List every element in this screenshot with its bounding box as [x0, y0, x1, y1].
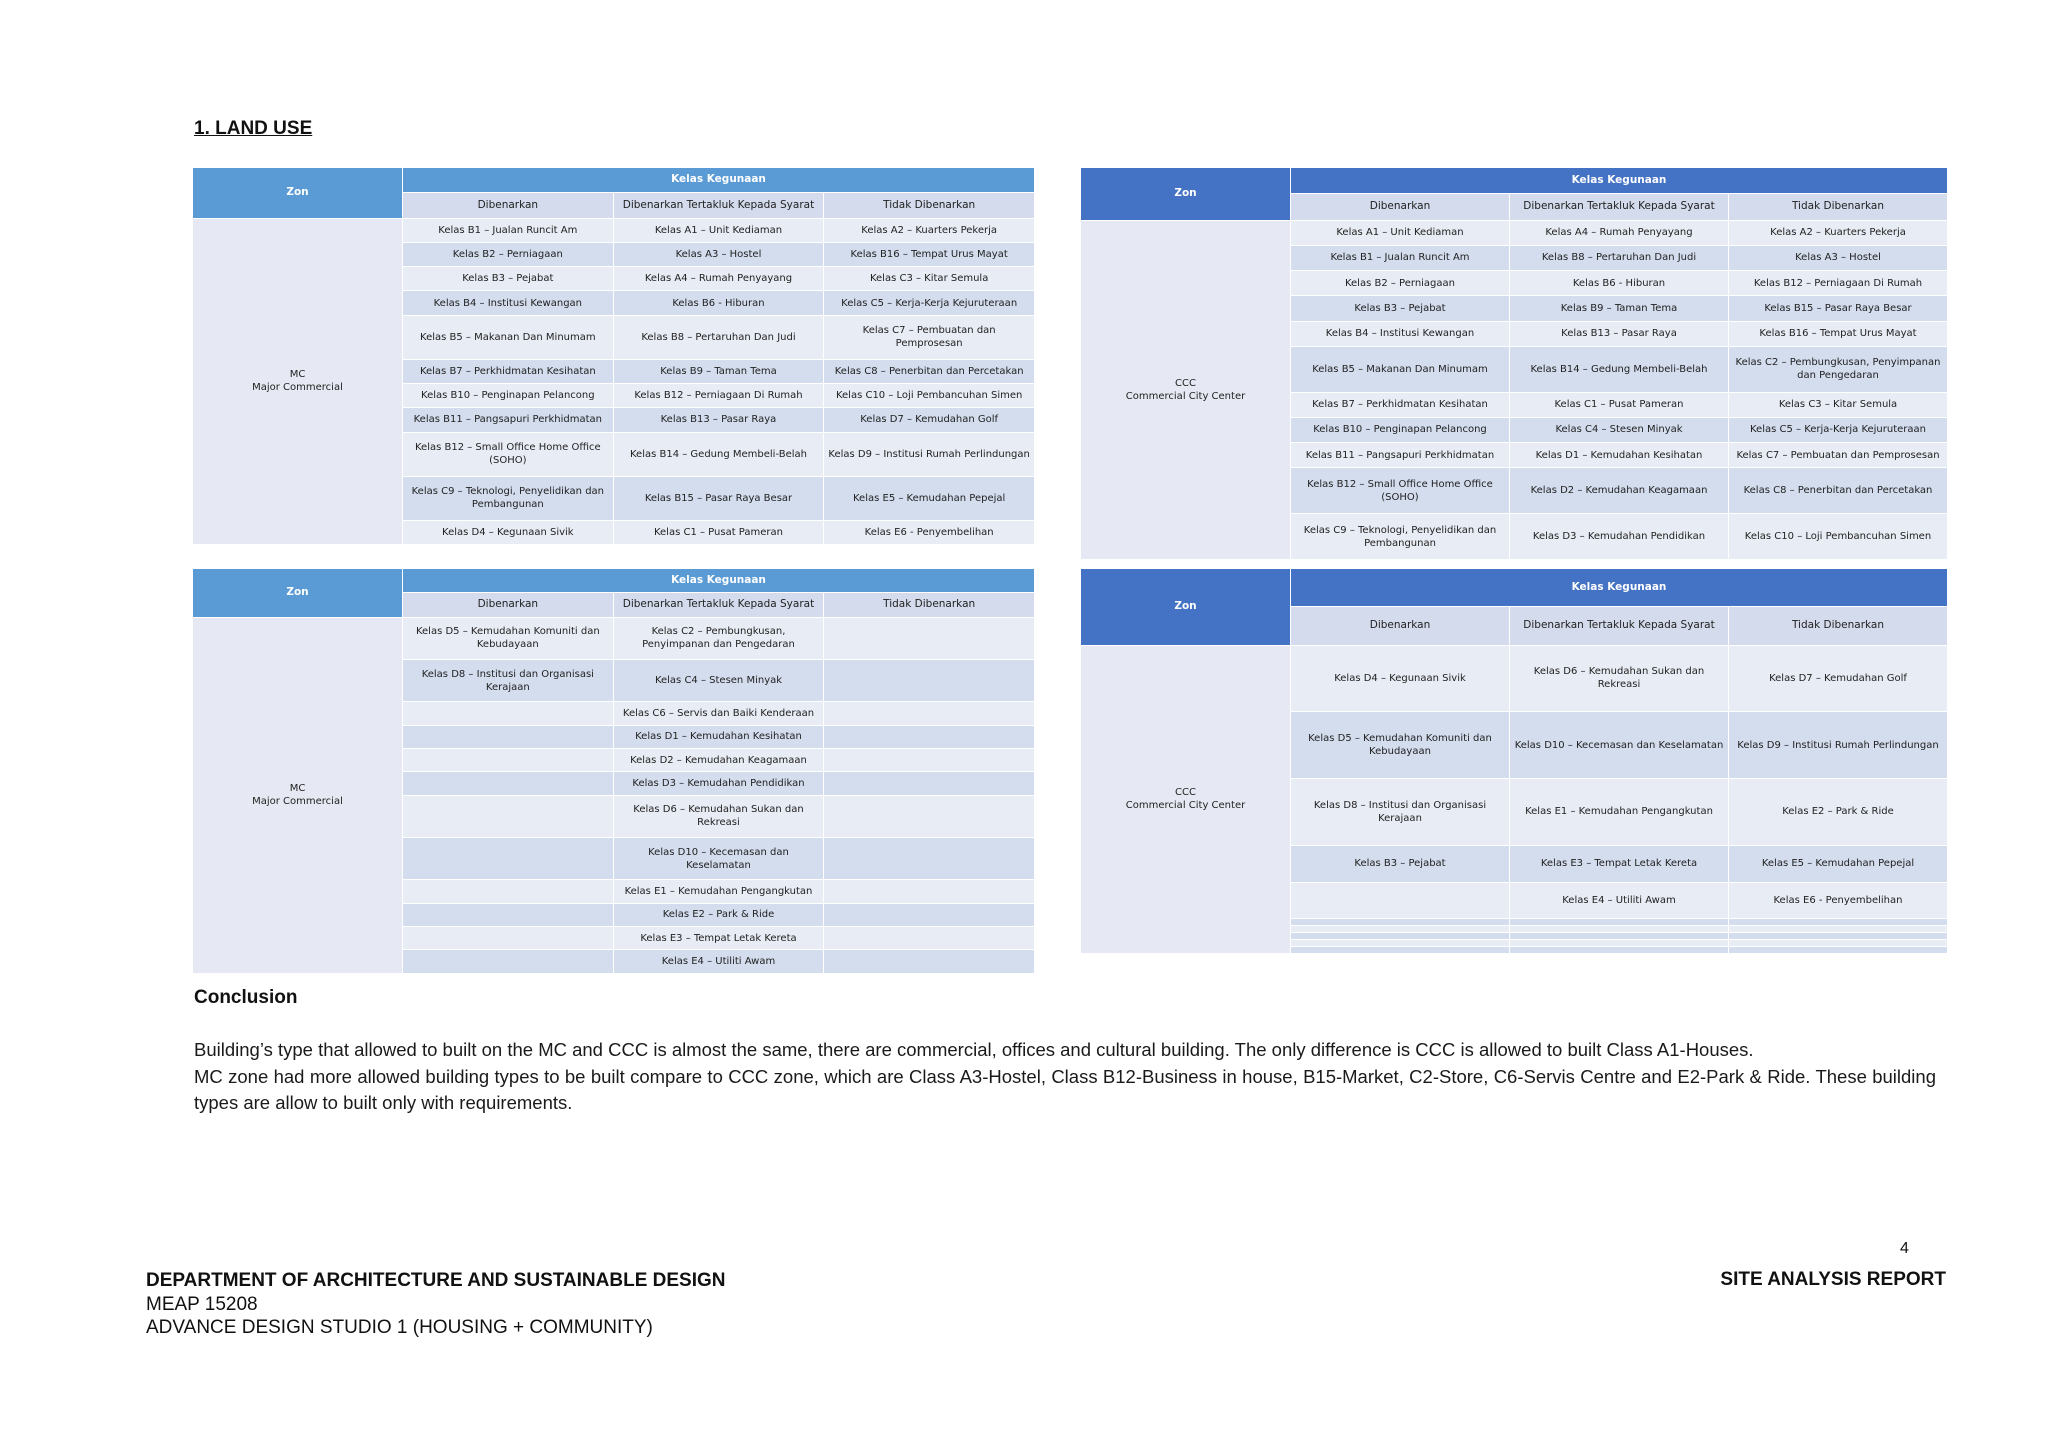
table-cell: [403, 772, 614, 795]
table-cell: [824, 702, 1035, 725]
table-cell: [403, 950, 614, 974]
bersyarat-header: Dibenarkan Tertakluk Kepada Syarat: [1510, 194, 1729, 220]
table-cell: Kelas D2 – Kemudahan Keagamaan: [613, 749, 824, 772]
table-cell: Kelas B2 – Perniagaan: [1291, 271, 1510, 296]
kelas-kegunaan-header: Kelas Kegunaan: [403, 168, 1035, 193]
conclusion-paragraph-2: MC zone had more allowed building types to be built compare to CCC zone, which are Class A3-Hostel, Class B12-Business in house, B15-Market, C2-Store, C6-Servis Centre and E2-Park & Ride. These building types are allow to built only with requirements.: [194, 1065, 1936, 1113]
table-cell: Kelas E6 - Penyembelihan: [824, 520, 1035, 544]
page-number: 4: [1900, 1240, 1909, 1257]
table-cell: Kelas E5 – Kemudahan Pepejal: [824, 476, 1035, 520]
kelas-kegunaan-header: Kelas Kegunaan: [403, 569, 1035, 593]
tidak-dibenarkan-header: Tidak Dibenarkan: [1729, 194, 1948, 220]
zone-code: CCC: [1175, 377, 1196, 389]
table-cell: [1510, 940, 1729, 947]
tidak-dibenarkan-header: Tidak Dibenarkan: [824, 593, 1035, 617]
table-cell: [1291, 919, 1510, 926]
table-cell: Kelas E2 – Park & Ride: [1729, 779, 1948, 846]
table-cell: Kelas E5 – Kemudahan Pepejal: [1729, 845, 1948, 882]
table-cell: Kelas E4 – Utiliti Awam: [1510, 882, 1729, 919]
table-cell: Kelas B16 – Tempat Urus Mayat: [1729, 321, 1948, 346]
table-cell: [824, 838, 1035, 880]
table-cell: Kelas B7 – Perkhidmatan Kesihatan: [403, 359, 614, 383]
table-row: [193, 617, 1035, 659]
table-cell: [1291, 882, 1510, 919]
table-cell: Kelas D10 – Kecemasan dan Keselamatan: [1510, 712, 1729, 779]
table-cell: [1729, 946, 1948, 953]
table-cell: Kelas B9 – Taman Tema: [613, 359, 824, 383]
table-cell: Kelas B6 - Hiburan: [613, 291, 824, 315]
table-cell: Kelas A2 – Kuarters Pekerja: [1729, 220, 1948, 245]
table-cell: Kelas E2 – Park & Ride: [613, 903, 824, 926]
table-cell: Kelas D2 – Kemudahan Keagamaan: [1510, 468, 1729, 514]
tidak-dibenarkan-header: Tidak Dibenarkan: [824, 193, 1035, 218]
table-cell: [824, 903, 1035, 926]
section-title: 1. LAND USE: [194, 118, 313, 139]
table-cell: Kelas E1 – Kemudahan Pengangkutan: [613, 880, 824, 903]
footer-course-name: ADVANCE DESIGN STUDIO 1 (HOUSING + COMMUNITY): [146, 1317, 653, 1338]
table-row: [1081, 220, 1948, 245]
bersyarat-header: Dibenarkan Tertakluk Kepada Syarat: [613, 593, 824, 617]
zone-code: CCC: [1175, 787, 1196, 799]
table-cell: Kelas E6 - Penyembelihan: [1729, 882, 1948, 919]
table-cell: Kelas C7 – Pembuatan dan Pemprosesan: [824, 315, 1035, 359]
dibenarkan-header: Dibenarkan: [1291, 607, 1510, 645]
table-row: [1081, 645, 1948, 712]
table-cell: Kelas E1 – Kemudahan Pengangkutan: [1510, 779, 1729, 846]
dibenarkan-header: Dibenarkan: [403, 593, 614, 617]
zone-code: MC: [289, 369, 306, 381]
table-cell: [824, 950, 1035, 974]
table-cell: Kelas D6 – Kemudahan Sukan dan Rekreasi: [1510, 645, 1729, 712]
table-cell: Kelas C6 – Servis dan Baiki Kenderaan: [613, 702, 824, 725]
table-cell: [403, 702, 614, 725]
table-cell: Kelas D3 – Kemudahan Pendidikan: [613, 772, 824, 795]
zone-name: Commercial City Center: [1125, 800, 1246, 812]
footer-course-code: MEAP 15208: [146, 1293, 258, 1315]
table-cell: Kelas B12 – Perniagaan Di Rumah: [613, 383, 824, 407]
table-cell: Kelas C5 – Kerja-Kerja Kejuruteraan: [824, 291, 1035, 315]
table-cell: [403, 838, 614, 880]
zon-header: Zon: [193, 168, 403, 219]
table-cell: Kelas B10 – Penginapan Pelancong: [403, 383, 614, 407]
table-cell: [1729, 919, 1948, 926]
table-cell: [1510, 933, 1729, 940]
table-cell: Kelas C9 – Teknologi, Penyelidikan dan Pembangunan: [403, 476, 614, 520]
land-use-table-mc-1: [192, 167, 1035, 545]
table-cell: Kelas D1 – Kemudahan Kesihatan: [1510, 443, 1729, 468]
footer-department: DEPARTMENT OF ARCHITECTURE AND SUSTAINABLE DESIGN: [146, 1270, 726, 1291]
table-cell: Kelas D4 – Kegunaan Sivik: [1291, 645, 1510, 712]
zone-label: [193, 218, 403, 544]
table-row: [193, 218, 1035, 242]
table-cell: Kelas A4 – Rumah Penyayang: [1510, 220, 1729, 245]
table-cell: [1291, 940, 1510, 947]
table-cell: Kelas C8 – Penerbitan dan Percetakan: [1729, 468, 1948, 514]
table-cell: [824, 795, 1035, 837]
table-cell: [1291, 926, 1510, 933]
table-cell: Kelas D9 – Institusi Rumah Perlindungan: [1729, 712, 1948, 779]
table-cell: [824, 725, 1035, 748]
table-cell: [1510, 919, 1729, 926]
table-cell: Kelas C1 – Pusat Pameran: [613, 520, 824, 544]
table-cell: Kelas C4 – Stesen Minyak: [613, 659, 824, 701]
zone-label: [1081, 220, 1291, 559]
table-cell: Kelas B13 – Pasar Raya: [1510, 321, 1729, 346]
dibenarkan-header: Dibenarkan: [1291, 194, 1510, 220]
table-cell: [403, 880, 614, 903]
table-cell: Kelas B15 – Pasar Raya Besar: [613, 476, 824, 520]
table-cell: Kelas C8 – Penerbitan dan Percetakan: [824, 359, 1035, 383]
table-cell: Kelas B6 - Hiburan: [1510, 271, 1729, 296]
zone-code: MC: [289, 783, 306, 795]
footer-left: [146, 1269, 726, 1340]
footer-report-title: SITE ANALYSIS REPORT: [1720, 1269, 1946, 1290]
kelas-kegunaan-header: Kelas Kegunaan: [1291, 168, 1948, 194]
table-cell: Kelas D7 – Kemudahan Golf: [824, 408, 1035, 432]
table-cell: Kelas E3 – Tempat Letak Kereta: [1510, 845, 1729, 882]
land-use-table-ccc-2: [1080, 568, 1948, 954]
table-cell: Kelas D4 – Kegunaan Sivik: [403, 520, 614, 544]
table-cell: [403, 749, 614, 772]
table-cell: Kelas B11 – Pangsapuri Perkhidmatan: [1291, 443, 1510, 468]
table-cell: Kelas D8 – Institusi dan Organisasi Kerajaan: [1291, 779, 1510, 846]
table-cell: Kelas D5 – Kemudahan Komuniti dan Kebudayaan: [1291, 712, 1510, 779]
table-cell: [403, 795, 614, 837]
table-cell: Kelas A4 – Rumah Penyayang: [613, 267, 824, 291]
table-cell: Kelas B1 – Jualan Runcit Am: [403, 218, 614, 242]
table-cell: Kelas B12 – Perniagaan Di Rumah: [1729, 271, 1948, 296]
table-cell: Kelas B14 – Gedung Membeli-Belah: [1510, 346, 1729, 392]
land-use-table-mc-2: [192, 568, 1035, 974]
table-cell: Kelas C5 – Kerja-Kerja Kejuruteraan: [1729, 417, 1948, 442]
table-cell: Kelas C2 – Pembungkusan, Penyimpanan dan Pengedaran: [1729, 346, 1948, 392]
table-cell: Kelas B4 – Institusi Kewangan: [1291, 321, 1510, 346]
table-cell: [403, 903, 614, 926]
table-cell: Kelas B12 – Small Office Home Office (SOHO): [1291, 468, 1510, 514]
table-cell: Kelas B3 – Pejabat: [1291, 296, 1510, 321]
table-cell: [1729, 926, 1948, 933]
table-cell: Kelas B1 – Jualan Runcit Am: [1291, 245, 1510, 270]
zone-label: [1081, 645, 1291, 953]
zon-header: Zon: [193, 569, 403, 618]
zon-header: Zon: [1081, 569, 1291, 646]
table-cell: Kelas C7 – Pembuatan dan Pemprosesan: [1729, 443, 1948, 468]
table-cell: Kelas C1 – Pusat Pameran: [1510, 392, 1729, 417]
tidak-dibenarkan-header: Tidak Dibenarkan: [1729, 607, 1948, 645]
table-cell: Kelas B5 – Makanan Dan Minumam: [403, 315, 614, 359]
table-cell: Kelas B12 – Small Office Home Office (SOHO): [403, 432, 614, 476]
table-cell: [1729, 940, 1948, 947]
table-cell: Kelas C10 – Loji Pembancuhan Simen: [824, 383, 1035, 407]
table-cell: Kelas C4 – Stesen Minyak: [1510, 417, 1729, 442]
dibenarkan-header: Dibenarkan: [403, 193, 614, 218]
table-cell: [824, 772, 1035, 795]
table-cell: Kelas B14 – Gedung Membeli-Belah: [613, 432, 824, 476]
table-cell: Kelas B10 – Penginapan Pelancong: [1291, 417, 1510, 442]
zone-name: Commercial City Center: [1125, 390, 1246, 402]
table-cell: Kelas D9 – Institusi Rumah Perlindungan: [824, 432, 1035, 476]
table-cell: [1510, 946, 1729, 953]
table-cell: Kelas A1 – Unit Kediaman: [613, 218, 824, 242]
table-cell: Kelas C2 – Pembungkusan, Penyimpanan dan Pengedaran: [613, 617, 824, 659]
table-cell: Kelas A1 – Unit Kediaman: [1291, 220, 1510, 245]
table-cell: Kelas A2 – Kuarters Pekerja: [824, 218, 1035, 242]
table-cell: [824, 617, 1035, 659]
table-cell: Kelas B15 – Pasar Raya Besar: [1729, 296, 1948, 321]
table-cell: [1510, 926, 1729, 933]
bersyarat-header: Dibenarkan Tertakluk Kepada Syarat: [613, 193, 824, 218]
table-cell: Kelas B3 – Pejabat: [1291, 845, 1510, 882]
table-cell: Kelas B9 – Taman Tema: [1510, 296, 1729, 321]
table-cell: Kelas C10 – Loji Pembancuhan Simen: [1729, 514, 1948, 560]
zone-name: Major Commercial: [252, 796, 343, 808]
table-cell: Kelas D3 – Kemudahan Pendidikan: [1510, 514, 1729, 560]
table-cell: Kelas D1 – Kemudahan Kesihatan: [613, 725, 824, 748]
zone-name: Major Commercial: [252, 382, 343, 394]
table-cell: Kelas D5 – Kemudahan Komuniti dan Kebudayaan: [403, 617, 614, 659]
table-cell: Kelas B8 – Pertaruhan Dan Judi: [613, 315, 824, 359]
zon-header: Zon: [1081, 168, 1291, 221]
table-cell: Kelas B13 – Pasar Raya: [613, 408, 824, 432]
table-cell: Kelas D10 – Kecemasan dan Keselamatan: [613, 838, 824, 880]
table-cell: Kelas B4 – Institusi Kewangan: [403, 291, 614, 315]
table-cell: Kelas B16 – Tempat Urus Mayat: [824, 242, 1035, 266]
table-cell: Kelas B11 – Pangsapuri Perkhidmatan: [403, 408, 614, 432]
table-cell: Kelas A3 – Hostel: [613, 242, 824, 266]
table-cell: Kelas D6 – Kemudahan Sukan dan Rekreasi: [613, 795, 824, 837]
table-cell: Kelas C3 – Kitar Semula: [1729, 392, 1948, 417]
table-cell: Kelas A3 – Hostel: [1729, 245, 1948, 270]
table-cell: Kelas E3 – Tempat Letak Kereta: [613, 927, 824, 950]
table-cell: [824, 659, 1035, 701]
table-cell: [824, 749, 1035, 772]
table-cell: Kelas C9 – Teknologi, Penyelidikan dan Pembangunan: [1291, 514, 1510, 560]
table-cell: Kelas C3 – Kitar Semula: [824, 267, 1035, 291]
table-cell: Kelas E4 – Utiliti Awam: [613, 950, 824, 974]
bersyarat-header: Dibenarkan Tertakluk Kepada Syarat: [1510, 607, 1729, 645]
table-cell: [403, 927, 614, 950]
table-cell: [824, 927, 1035, 950]
table-cell: Kelas B3 – Pejabat: [403, 267, 614, 291]
conclusion-body: [194, 1037, 1936, 1117]
conclusion-title: Conclusion: [194, 987, 298, 1008]
table-cell: Kelas D8 – Institusi dan Organisasi Kerajaan: [403, 659, 614, 701]
table-cell: Kelas B8 – Pertaruhan Dan Judi: [1510, 245, 1729, 270]
table-cell: Kelas B7 – Perkhidmatan Kesihatan: [1291, 392, 1510, 417]
table-cell: [824, 880, 1035, 903]
table-cell: [1729, 933, 1948, 940]
table-cell: [1291, 946, 1510, 953]
table-cell: Kelas D7 – Kemudahan Golf: [1729, 645, 1948, 712]
table-cell: Kelas B2 – Perniagaan: [403, 242, 614, 266]
conclusion-paragraph-1: Building’s type that allowed to built on the MC and CCC is almost the same, there are commercial, offices and cultural building. The only difference is CCC is allowed to built Class A1-Houses.: [194, 1039, 1754, 1060]
table-cell: [403, 725, 614, 748]
kelas-kegunaan-header: Kelas Kegunaan: [1291, 569, 1948, 607]
zone-label: [193, 617, 403, 973]
table-cell: [1291, 933, 1510, 940]
land-use-table-ccc-1: [1080, 167, 1948, 560]
table-cell: Kelas B5 – Makanan Dan Minumam: [1291, 346, 1510, 392]
